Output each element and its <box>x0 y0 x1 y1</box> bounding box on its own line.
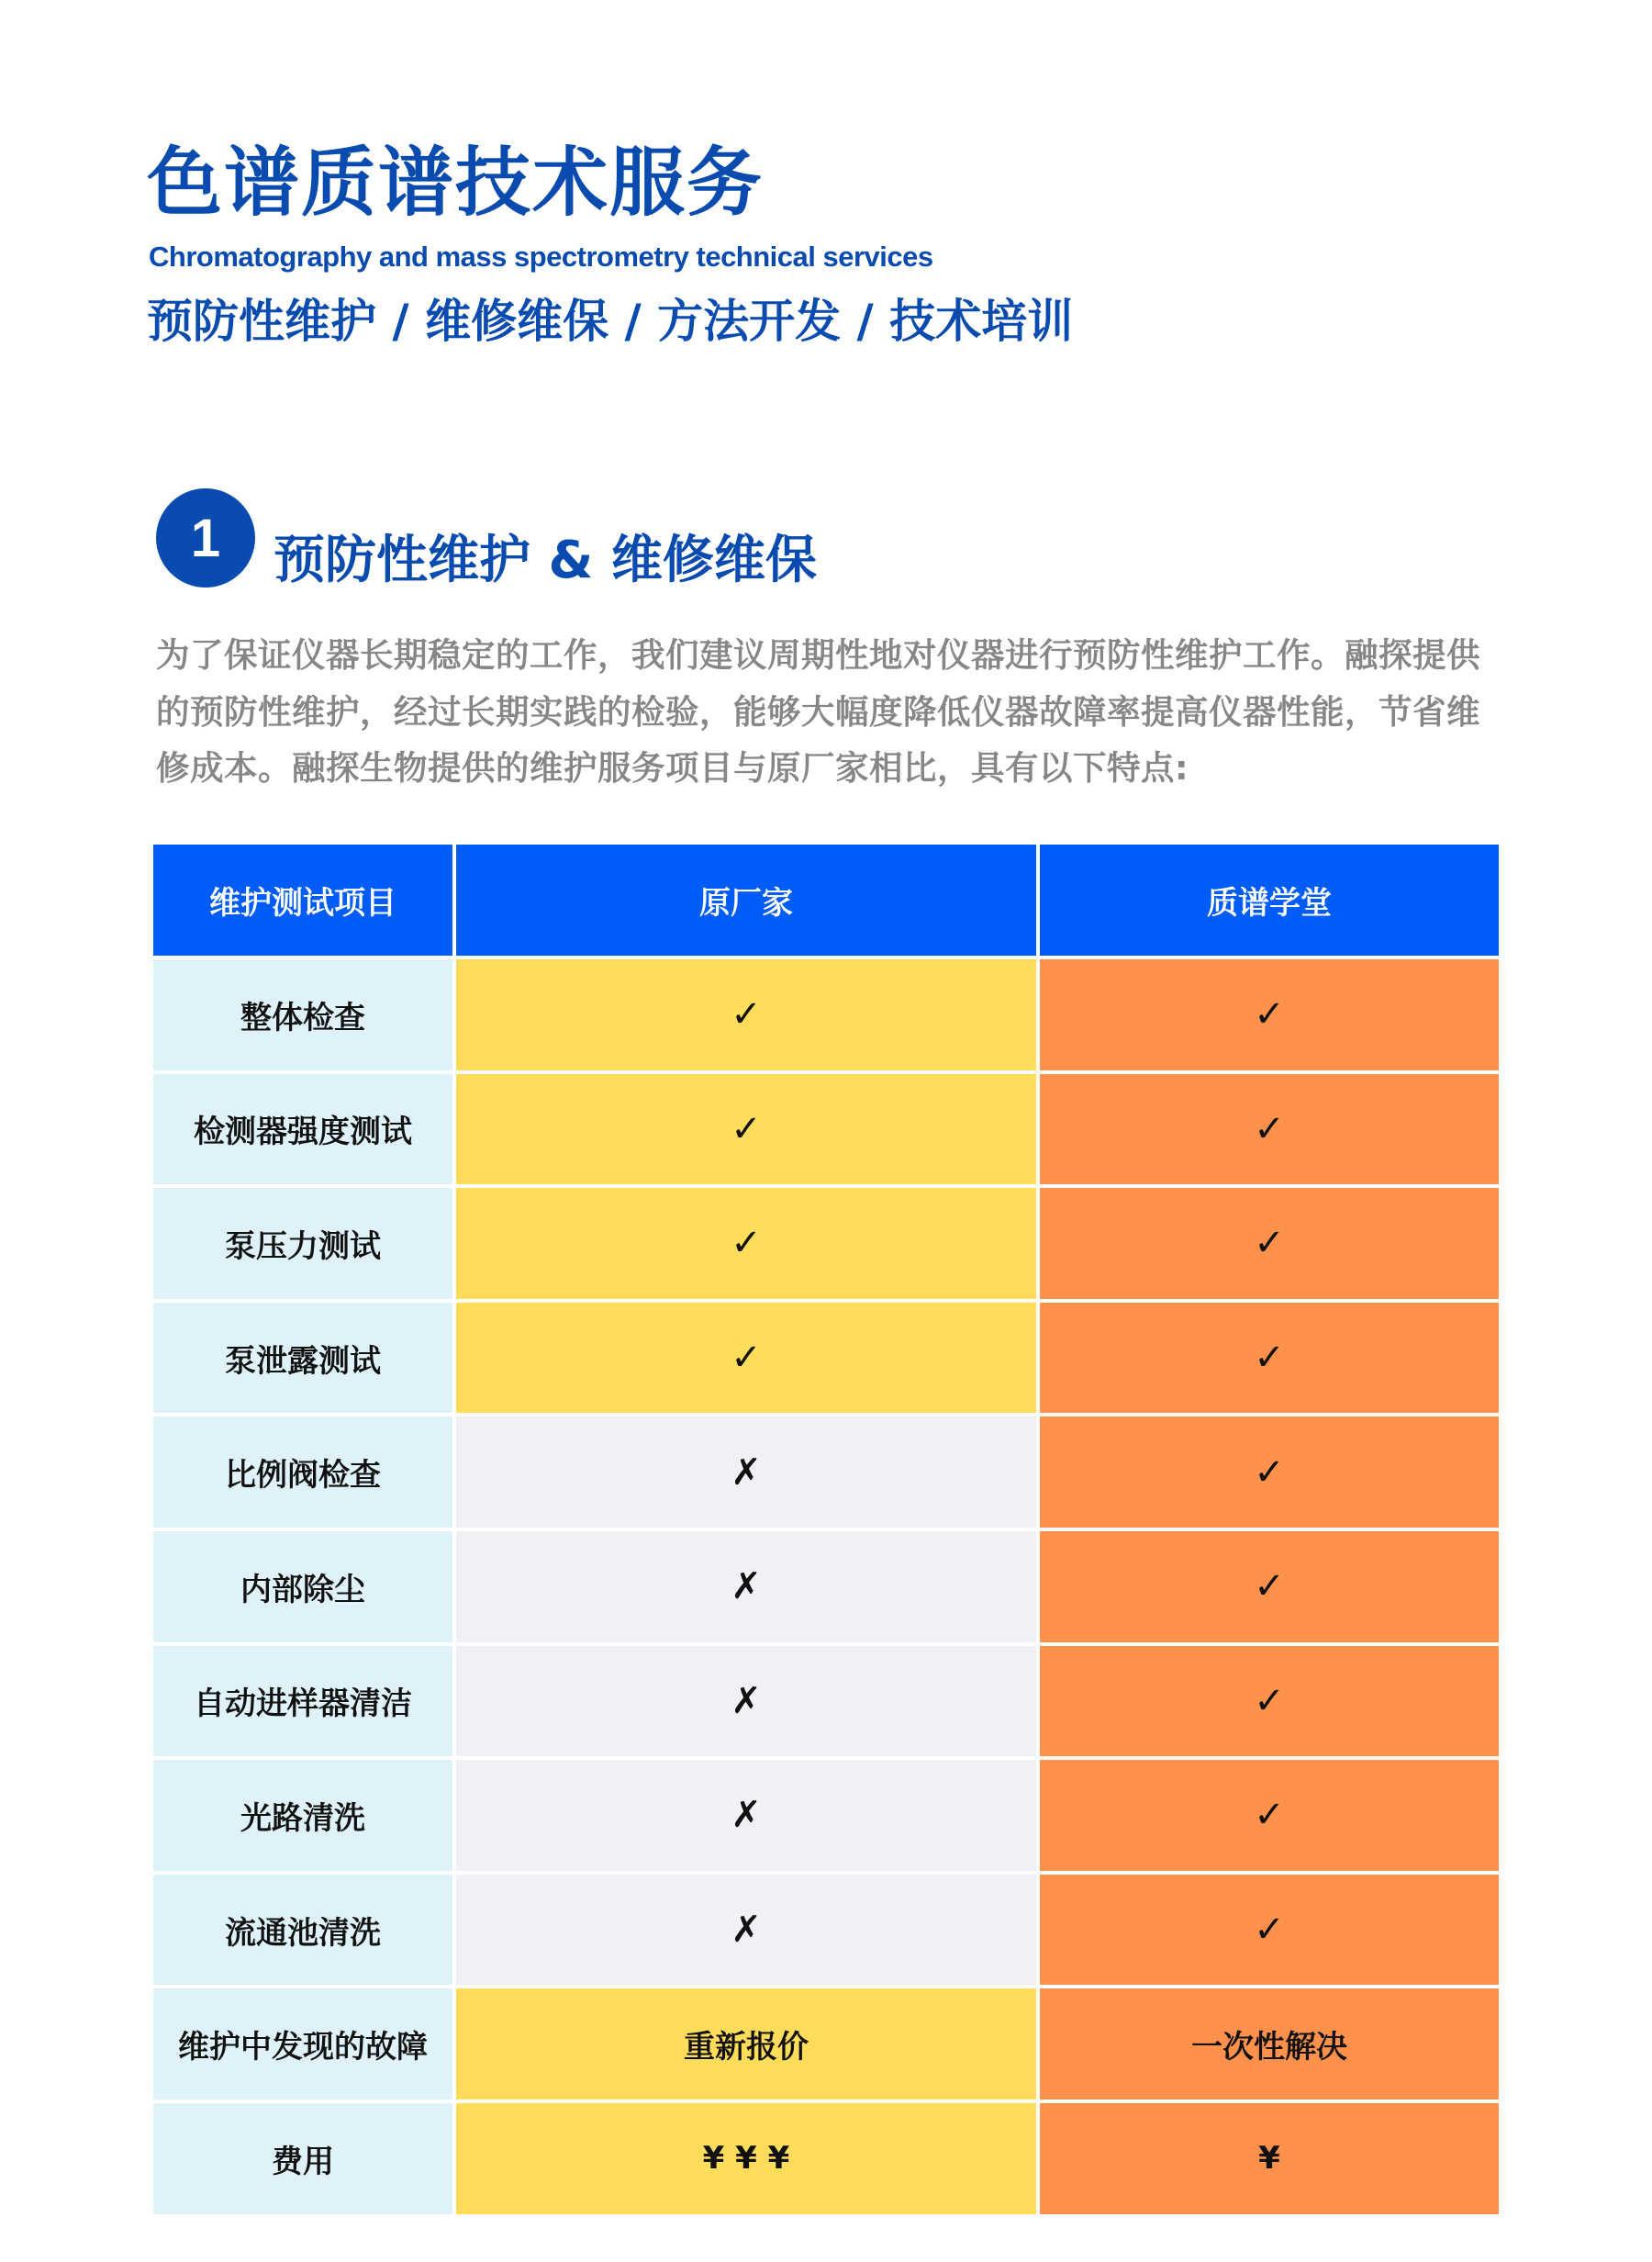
table-row-item: 流通池清洗 <box>153 1875 452 1986</box>
section-heading <box>156 487 817 589</box>
table-row-ours: ¥ <box>1040 2103 1499 2214</box>
check-icon: ✓ <box>1040 1646 1499 1757</box>
table-row-oem: ¥ ¥ ¥ <box>456 2103 1036 2214</box>
header-cell-ours: 质谱学堂 <box>1040 845 1499 956</box>
cross-icon: ✗ <box>456 1417 1036 1528</box>
comparison-table <box>153 845 1499 2214</box>
check-icon: ✓ <box>1040 1417 1499 1528</box>
table-row-item: 费用 <box>153 2103 452 2214</box>
header-cell-item: 维护测试项目 <box>153 845 452 956</box>
table-row-item: 光路清洗 <box>153 1760 452 1871</box>
check-icon: ✓ <box>1040 1188 1499 1299</box>
table-row-item: 泵泄露测试 <box>153 1303 452 1414</box>
services-line: 预防性维护 / 维修维保 / 方法开发 / 技术培训 <box>147 295 1074 348</box>
table-row-item: 维护中发现的故障 <box>153 1988 452 2100</box>
check-icon: ✓ <box>1040 1760 1499 1871</box>
cross-icon: ✗ <box>456 1875 1036 1986</box>
cross-icon: ✗ <box>456 1646 1036 1757</box>
check-icon: ✓ <box>1040 1074 1499 1185</box>
check-icon: ✓ <box>1040 1303 1499 1414</box>
cross-icon: ✗ <box>456 1760 1036 1871</box>
table-row-item: 整体检查 <box>153 959 452 1070</box>
table-row-item: 检测器强度测试 <box>153 1074 452 1185</box>
check-icon: ✓ <box>456 1074 1036 1185</box>
check-icon: ✓ <box>1040 1531 1499 1642</box>
check-icon: ✓ <box>456 959 1036 1070</box>
table-row-item: 自动进样器清洁 <box>153 1646 452 1757</box>
cross-icon: ✗ <box>456 1531 1036 1642</box>
intro-paragraph: 为了保证仪器长期稳定的工作，我们建议周期性地对仪器进行预防性维护工作。融探提供的预防性维护，经过长期实践的检验，能够大幅度降低仪器故障率提高仪器性能，节省维修成本。融探生物提供的维护服务项目与原厂家相比，具有以下特点: <box>156 635 1480 788</box>
check-icon: ✓ <box>1040 959 1499 1070</box>
table-row-item: 内部除尘 <box>153 1531 452 1642</box>
page-title: 色谱质谱技术服务 <box>147 140 765 227</box>
table-row-ours: 一次性解决 <box>1040 1988 1499 2100</box>
english-subtitle: Chromatography and mass spectrometry technical services <box>149 241 933 273</box>
table-row-item: 泵压力测试 <box>153 1188 452 1299</box>
table-row-item: 比例阀检查 <box>153 1417 452 1528</box>
header-cell-oem: 原厂家 <box>456 845 1036 956</box>
table-row-oem: 重新报价 <box>456 1988 1036 2100</box>
section-number-badge: 1 <box>156 488 255 588</box>
check-icon: ✓ <box>456 1188 1036 1299</box>
check-icon: ✓ <box>456 1303 1036 1414</box>
check-icon: ✓ <box>1040 1875 1499 1986</box>
section-title: 预防性维护 & 维修维保 <box>273 531 817 590</box>
